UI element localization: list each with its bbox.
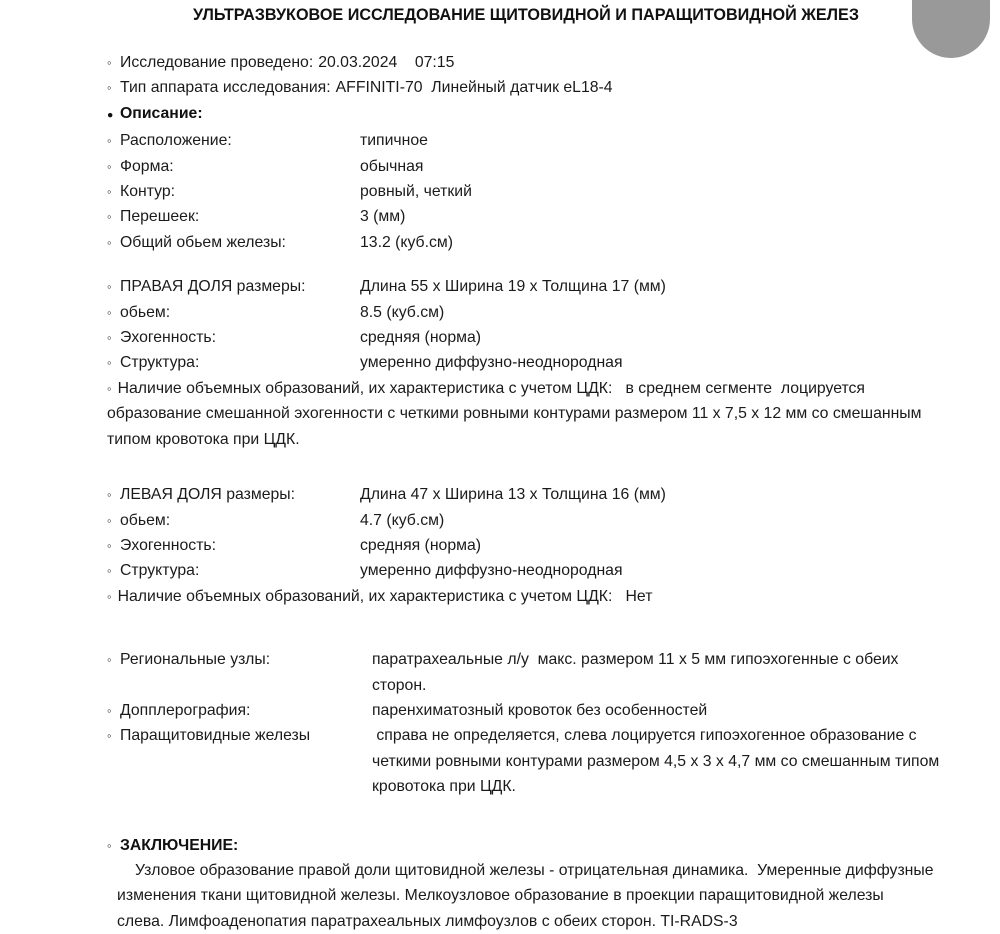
- bullet-icon: [107, 300, 120, 325]
- bullet-icon: [107, 75, 120, 100]
- field-label: Структура:: [120, 562, 200, 580]
- row-location: [107, 128, 945, 153]
- bullet-icon: [107, 380, 118, 397]
- bullet-icon: [107, 350, 120, 375]
- row-left-lobe-masses: [107, 584, 945, 609]
- field-label: Структура:: [120, 354, 200, 372]
- field-label: Эхогенность:: [120, 536, 217, 554]
- field-value: средняя (норма): [360, 536, 482, 554]
- conclusion-paragraph: Узловое образование правой доли щитовидной железы - отрицательная динамика. Умеренные диффузные изменения ткани щитовидной железы. Мелкоузловое образование в проекции паращитовидной железы слева. Лимфоаденопатия паратрахеальных лимфоузлов с обеих сторон. TI-RADS-3: [117, 861, 938, 930]
- field-label: Региональные узлы:: [120, 651, 271, 669]
- row-left-lobe-echogenicity: [107, 533, 945, 558]
- bullet-icon: [107, 128, 120, 153]
- field-value: 13.2 (куб.см): [360, 233, 454, 251]
- row-left-lobe-volume: [107, 508, 945, 533]
- field-value: 3 (мм): [360, 208, 406, 226]
- bullet-icon: [107, 558, 120, 583]
- field-value: ровный, четкий: [360, 183, 472, 201]
- bullet-icon: [107, 508, 120, 533]
- bullet-icon: [107, 833, 120, 858]
- row-right-lobe-volume: [107, 300, 945, 325]
- field-value: паренхиматозный кровоток без особенностей: [372, 701, 708, 719]
- field-label: ЛЕВАЯ ДОЛЯ размеры:: [120, 486, 296, 504]
- field-label: ПРАВАЯ ДОЛЯ размеры:: [120, 278, 306, 296]
- bullet-icon: [107, 325, 120, 350]
- row-left-lobe-structure: [107, 558, 945, 583]
- field-label: обьем:: [120, 303, 171, 321]
- row-right-lobe-masses: [107, 376, 945, 452]
- field-value: 4.7 (куб.см): [360, 511, 445, 529]
- row-study-date: [107, 50, 945, 75]
- row-right-lobe-size: [107, 274, 945, 299]
- field-value: паратрахеальные л/у макс. размером 11 х 5 мм гипоэхогенные с обеих сторон.: [372, 651, 903, 694]
- row-regional-nodes: [107, 647, 945, 698]
- field-value: AFFINITI-70 Линейный датчик eL18-4: [335, 79, 613, 97]
- field-label: обьем:: [120, 511, 171, 529]
- field-label: Паращитовидные железы: [120, 727, 311, 745]
- row-right-lobe-structure: [107, 350, 945, 375]
- row-right-lobe-echogenicity: [107, 325, 945, 350]
- row-isthmus: [107, 204, 945, 229]
- field-value: умеренно диффузно-неоднородная: [360, 354, 623, 372]
- bullet-icon: [107, 723, 120, 748]
- bullet-icon: [107, 647, 120, 672]
- field-label: Тип аппарата исследования:: [120, 79, 331, 97]
- row-doppler: [107, 698, 945, 723]
- row-left-lobe-size: [107, 482, 945, 507]
- bullet-icon: [107, 179, 120, 204]
- field-value: средняя (норма): [360, 329, 482, 347]
- bullet-icon: [107, 588, 118, 605]
- row-shape: [107, 154, 945, 179]
- bullet-icon: [107, 482, 120, 507]
- row-conclusion-header: [107, 833, 945, 858]
- field-label: Контур:: [120, 183, 176, 201]
- field-value: типичное: [360, 132, 428, 150]
- bullet-filled-icon: [107, 101, 120, 128]
- field-label: Расположение:: [120, 132, 232, 150]
- field-value: обычная: [360, 157, 424, 175]
- bullet-icon: [107, 230, 120, 255]
- row-device: [107, 75, 945, 100]
- section-header: Описание:: [120, 104, 203, 122]
- section-header: ЗАКЛЮЧЕНИЕ:: [120, 836, 239, 854]
- bullet-icon: [107, 533, 120, 558]
- bullet-icon: [107, 274, 120, 299]
- bullet-icon: [107, 698, 120, 723]
- page-title: УЛЬТРАЗВУКОВОЕ ИССЛЕДОВАНИЕ ЩИТОВИДНОЙ И ПАРАЩИТОВИДНОЙ ЖЕЛЕЗ: [193, 6, 859, 24]
- field-label: Допплерография:: [120, 701, 251, 719]
- field-value: Длина 55 х Ширина 19 х Толщина 17 (мм): [360, 278, 666, 296]
- row-total-volume: [107, 230, 945, 255]
- row-description-header: [107, 101, 945, 128]
- field-label: Форма:: [120, 157, 174, 175]
- row-contour: [107, 179, 945, 204]
- field-value: 8.5 (куб.см): [360, 303, 445, 321]
- field-label: Эхогенность:: [120, 329, 217, 347]
- document-content: [107, 0, 945, 934]
- field-paragraph: Наличие объемных образований, их характеристика с учетом ЦДК: в среднем сегменте лоцируется образование смешанной эхогенности с четкими ровными контурами размером 11 х 7,5 х 12 мм со смешанным типом кровотока при ЦДК.: [107, 379, 926, 448]
- field-value: справа не определяется, слева лоцируется гипоэхогенное образование с четкими ровными контурами размером 4,5 х 3 х 4,7 мм со смешанным типом кровотока при ЦДК.: [372, 727, 944, 796]
- field-paragraph: Наличие объемных образований, их характеристика с учетом ЦДК: Нет: [117, 587, 653, 605]
- bullet-icon: [107, 204, 120, 229]
- bullet-icon: [107, 154, 120, 179]
- row-parathyroid: [107, 723, 945, 799]
- field-value: умеренно диффузно-неоднородная: [360, 562, 623, 580]
- field-label: Исследование проведено:: [120, 54, 314, 71]
- field-label: Общий обьем железы:: [120, 233, 286, 251]
- bullet-icon: [107, 50, 120, 75]
- field-value: Длина 47 х Ширина 13 х Толщина 16 (мм): [360, 486, 666, 504]
- field-value: 20.03.2024 07:15: [318, 54, 455, 71]
- field-label: Перешеек:: [120, 208, 200, 226]
